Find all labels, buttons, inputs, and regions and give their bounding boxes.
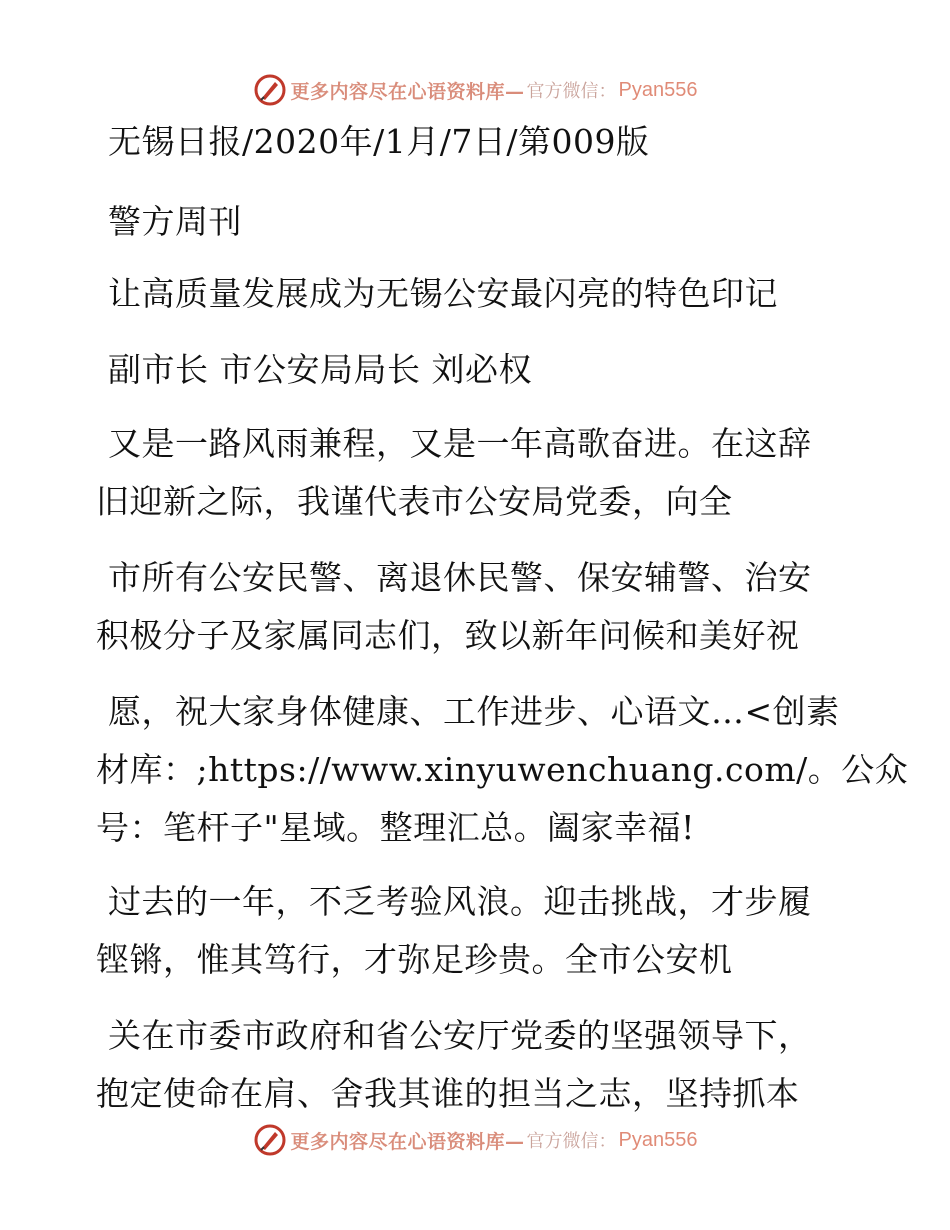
doc-line: 过去的一年，不乏考验风浪。迎击挑战，才步履: [108, 882, 812, 921]
doc-line: 积极分子及家属同志们，致以新年问候和美好祝: [96, 616, 800, 655]
watermark-text: 更多内容尽在心语资料库—: [290, 80, 525, 103]
watermark-id: Pyan556: [618, 78, 698, 101]
doc-line: 副市长 市公安局局长 刘必权: [108, 350, 532, 389]
doc-line: 抱定使命在肩、舍我其谁的担当之志，坚持抓本: [96, 1074, 800, 1113]
watermark-label: 官方微信：: [526, 81, 617, 102]
watermark-label: 官方微信：: [526, 1131, 617, 1152]
doc-line: 愿，祝大家身体健康、工作进步、心语文…<创素: [108, 692, 840, 731]
doc-line: 无锡日报/2020年/1月/7日/第009版: [108, 122, 650, 161]
doc-line: 号：笔杆子"星域。整理汇总。阖家幸福!: [96, 808, 695, 847]
doc-line: 材库：;https://www.xinyuwenchuang.com/。公众: [96, 750, 909, 789]
doc-line: 又是一路风雨兼程，又是一年高歌奋进。在这辞: [108, 424, 812, 463]
doc-line: 关在市委市政府和省公安厅党委的坚强领导下，: [108, 1016, 812, 1055]
doc-line: 让高质量发展成为无锡公安最闪亮的特色印记: [108, 274, 778, 313]
doc-line: 铿锵，惟其笃行，才弥足珍贵。全市公安机: [96, 940, 733, 979]
watermark-id: Pyan556: [618, 1128, 698, 1151]
doc-line: 警方周刊: [108, 202, 242, 241]
watermark-header: [0, 70, 950, 110]
watermark-footer: [0, 1120, 950, 1160]
doc-line: 市所有公安民警、离退休民警、保安辅警、治安: [108, 558, 812, 597]
watermark-text: 更多内容尽在心语资料库—: [290, 1130, 525, 1153]
quill-logo-icon: [253, 73, 287, 107]
doc-line: 旧迎新之际，我谨代表市公安局党委，向全: [96, 482, 733, 521]
quill-logo-icon: [253, 1123, 287, 1157]
